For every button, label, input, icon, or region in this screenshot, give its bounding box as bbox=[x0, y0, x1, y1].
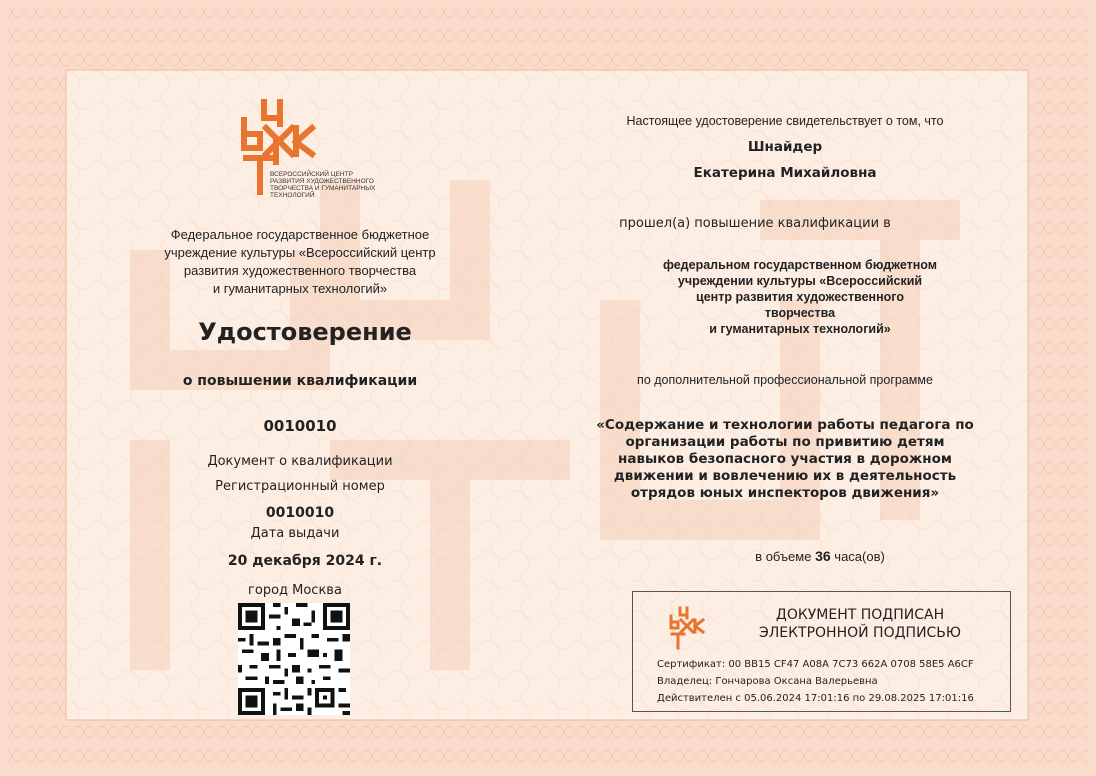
program-title-line: движении и вовлечению их в деятельность bbox=[613, 468, 957, 484]
recipient-surname: Шнайдер bbox=[747, 139, 823, 155]
logo-caption-line: РАЗВИТИЯ ХУДОЖЕСТВЕННОГО bbox=[270, 178, 374, 185]
training-org-line: учреждении культуры «Всероссийский bbox=[677, 274, 923, 288]
org-line: и гуманитарных технологий» bbox=[212, 281, 388, 296]
logo-caption-line: ВСЕРОССИЙСКИЙ ЦЕНТР bbox=[270, 171, 353, 178]
training-org-line: центр развития художественного bbox=[696, 290, 904, 304]
registration-number: 0010010 bbox=[265, 505, 335, 521]
signature-title-line: ДОКУМЕНТ ПОДПИСАН bbox=[775, 607, 945, 623]
signature-title-line: ЭЛЕКТРОННОЙ ПОДПИСЬЮ bbox=[758, 625, 962, 641]
training-org-line: и гуманитарных технологий» bbox=[709, 322, 891, 336]
issue-date: 20 декабря 2024 г. bbox=[227, 553, 383, 569]
org-line: развития художественного творчества bbox=[183, 263, 417, 278]
org-line: Федеральное государственное бюджетное bbox=[170, 227, 430, 242]
issuer-organization bbox=[130, 226, 470, 298]
document-subtitle: о повышении квалификации bbox=[182, 373, 418, 389]
logo-caption-line: ТВОРЧЕСТВА И ГУМАНИТАРНЫХ bbox=[270, 185, 376, 192]
program-title-line: навыков безопасного участия в дорожном bbox=[618, 451, 952, 467]
document-number: 0010010 bbox=[263, 417, 337, 435]
qr-code bbox=[238, 603, 350, 715]
program-volume bbox=[595, 548, 1045, 564]
issue-date-label: Дата выдачи bbox=[250, 526, 340, 541]
program-title-line: отрядов юных инспекторов движения» bbox=[630, 485, 940, 501]
volume-suffix: часа(ов) bbox=[834, 549, 885, 564]
certification-intro: Настоящее удостоверение свидетельствует о том, что bbox=[626, 114, 944, 128]
training-organization bbox=[575, 257, 1025, 337]
vtsht-logo-small-icon bbox=[668, 606, 718, 650]
program-label: по дополнительной профессиональной программе bbox=[637, 373, 933, 387]
volume-hours: 36 bbox=[815, 548, 831, 564]
document-type-label: Документ о квалификации bbox=[207, 454, 393, 469]
program-title-line: «Содержание и технологии работы педагога по bbox=[596, 417, 974, 433]
passed-statement: прошел(а) повышение квалификации в bbox=[619, 216, 891, 231]
issue-city: город Москва bbox=[248, 583, 342, 598]
signature-certificate: Сертификат: 00 BB15 CF47 A08A 7C73 662A 0708 58E5 A6CF bbox=[657, 659, 974, 670]
signature-title bbox=[740, 606, 980, 642]
registration-label: Регистрационный номер bbox=[215, 479, 385, 494]
training-org-line: творчества bbox=[764, 306, 836, 320]
org-line: учреждение культуры «Всероссийский центр bbox=[164, 245, 436, 260]
logo-caption-line: ТЕХНОЛОГИЙ bbox=[270, 192, 315, 199]
signature-owner: Владелец: Гончарова Оксана Валерьевна bbox=[657, 676, 878, 687]
document-title: Удостоверение bbox=[198, 318, 412, 346]
volume-prefix: в объеме bbox=[755, 549, 812, 564]
signature-validity: Действителен с 05.06.2024 17:01:16 по 29.08.2025 17:01:16 bbox=[657, 693, 974, 704]
program-title bbox=[560, 417, 1010, 502]
training-org-line: федеральном государственном бюджетном bbox=[662, 258, 938, 272]
logo-caption bbox=[270, 171, 375, 199]
recipient-given-names: Екатерина Михайловна bbox=[693, 165, 877, 181]
program-title-line: организации работы по привитию детям bbox=[625, 434, 945, 450]
